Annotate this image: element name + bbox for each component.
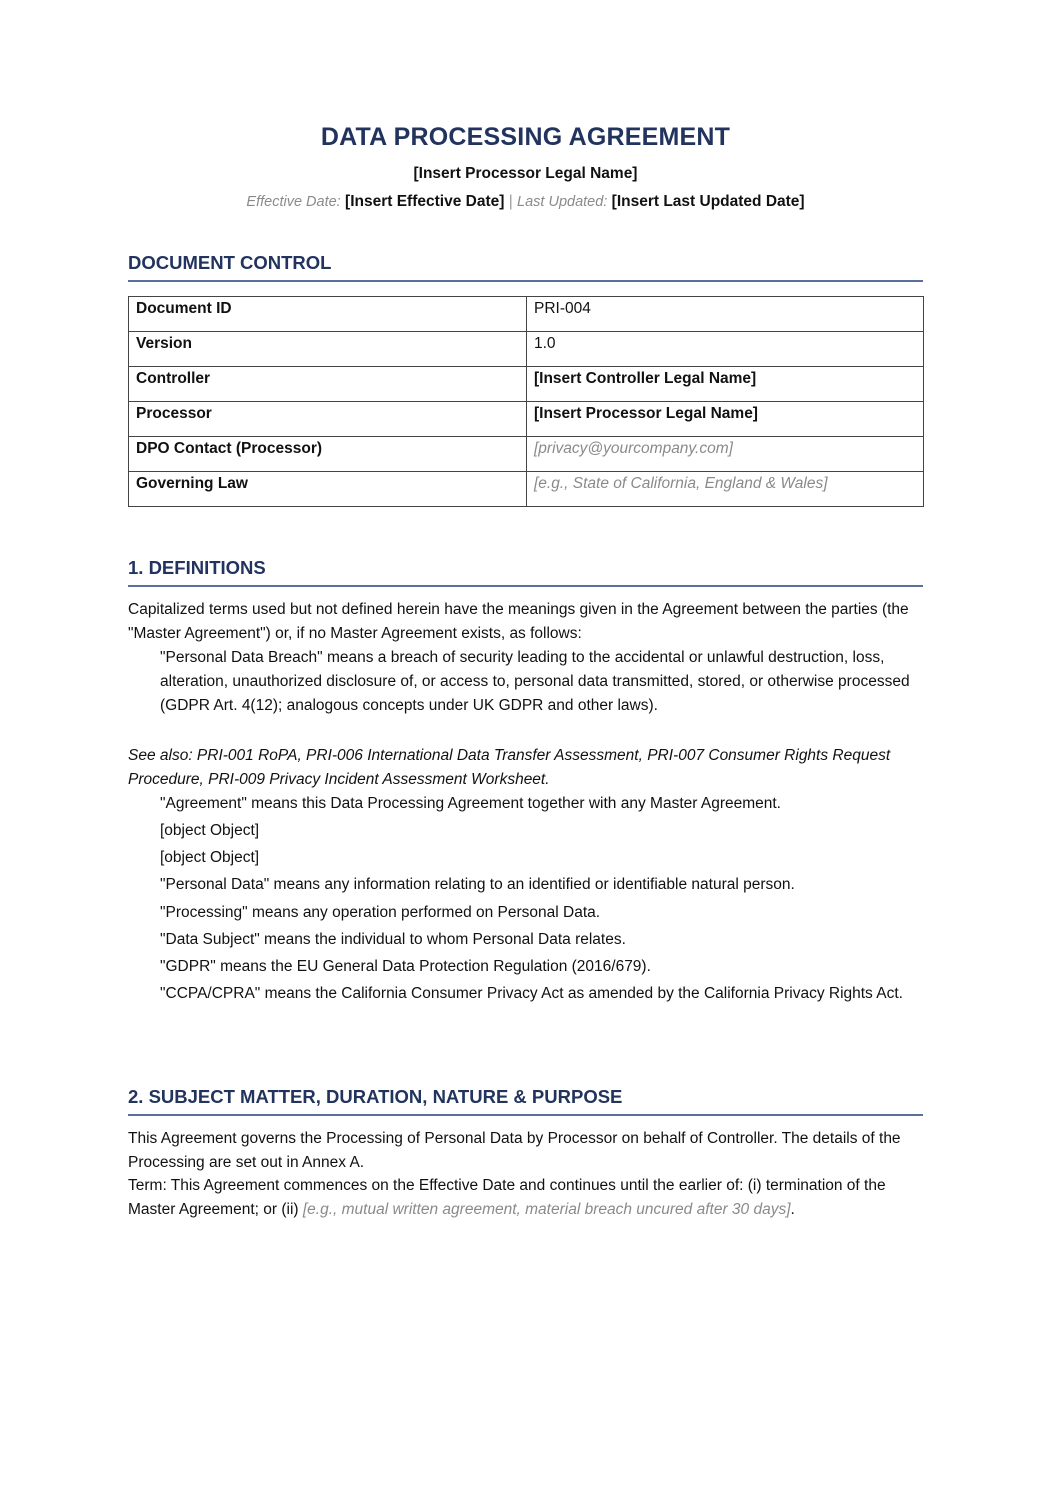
list-item: "Personal Data" means any information relating to an identified or identifiable natural person.	[160, 876, 795, 893]
document-control-table	[128, 296, 924, 507]
document-dates	[128, 193, 923, 211]
table-cell-value: 1.0	[527, 332, 924, 367]
effective-date-label: Effective Date:	[246, 194, 341, 210]
table-cell-key: Controller	[129, 367, 527, 402]
see-also-note: See also: PRI-001 RoPA, PRI-006 International Data Transfer Assessment, PRI-007 Consumer Rights Request Procedure, PRI-009 Privacy Incident Assessment Worksheet.	[128, 747, 891, 788]
last-updated-value: [Insert Last Updated Date]	[611, 193, 805, 210]
effective-date-value: [Insert Effective Date]	[345, 193, 505, 210]
list-item: [object Object]	[160, 849, 260, 866]
definitions-heading: 1. DEFINITIONS	[128, 557, 923, 587]
subject-matter-para: This Agreement governs the Processing of Personal Data by Processor on behalf of Controller. The details of the Processing are set out in Annex A.	[128, 1130, 901, 1171]
list-item: [object Object]	[160, 822, 260, 839]
term-text: Term: This Agreement commences on the Effective Date and continues until the earlier of: (i) termination of the Master Agreement; or (ii)	[128, 1177, 886, 1218]
list-item: "CCPA/CPRA" means the California Consumer Privacy Act as amended by the California Privacy Rights Act.	[160, 985, 903, 1002]
definition-personal-data-breach: "Personal Data Breach" means a breach of security leading to the accidental or unlawful destruction, loss, alteration, unauthorized disclosure of, or access to, personal data transmitted, stored, or otherwise processed (GDPR Art. 4(12); analogous concepts under UK GDPR and other laws).	[160, 649, 910, 714]
table-cell-key: Processor	[129, 402, 527, 437]
table-cell-key: DPO Contact (Processor)	[129, 437, 527, 472]
table-cell-key: Version	[129, 332, 527, 367]
term-placeholder: [e.g., mutual written agreement, material breach uncured after 30 days]	[302, 1201, 791, 1218]
table-cell-value: [Insert Processor Legal Name]	[527, 402, 924, 437]
list-item: "Data Subject" means the individual to whom Personal Data relates.	[160, 931, 626, 948]
term-para	[128, 1174, 923, 1222]
table-cell-value: [privacy@yourcompany.com]	[527, 437, 924, 472]
list-item: "Agreement" means this Data Processing Agreement together with any Master Agreement.	[160, 795, 781, 812]
document-title: DATA PROCESSING AGREEMENT	[320, 123, 731, 151]
table-row	[129, 402, 924, 437]
subject-matter-heading: 2. SUBJECT MATTER, DURATION, NATURE & PURPOSE	[128, 1086, 923, 1116]
list-item: "Processing" means any operation performed on Personal Data.	[160, 904, 601, 921]
document-subtitle: [Insert Processor Legal Name]	[413, 165, 638, 182]
last-updated-label: Last Updated:	[517, 194, 608, 210]
table-cell-value: PRI-004	[527, 297, 924, 332]
date-separator: |	[508, 193, 513, 210]
table-row	[129, 437, 924, 472]
document-control-heading: DOCUMENT CONTROL	[128, 252, 923, 282]
table-row	[129, 472, 924, 507]
term-suffix: .	[790, 1201, 795, 1218]
list-item: "GDPR" means the EU General Data Protection Regulation (2016/679).	[160, 958, 651, 975]
table-cell-value: [e.g., State of California, England & Wales]	[527, 472, 924, 507]
definitions-intro: Capitalized terms used but not defined herein have the meanings given in the Agreement between the parties (the "Master Agreement") or, if no Master Agreement exists, as follows:	[128, 601, 909, 642]
table-row	[129, 297, 924, 332]
table-cell-key: Governing Law	[129, 472, 527, 507]
table-row	[129, 332, 924, 367]
table-cell-value: [Insert Controller Legal Name]	[527, 367, 924, 402]
table-row	[129, 367, 924, 402]
table-cell-key: Document ID	[129, 297, 527, 332]
